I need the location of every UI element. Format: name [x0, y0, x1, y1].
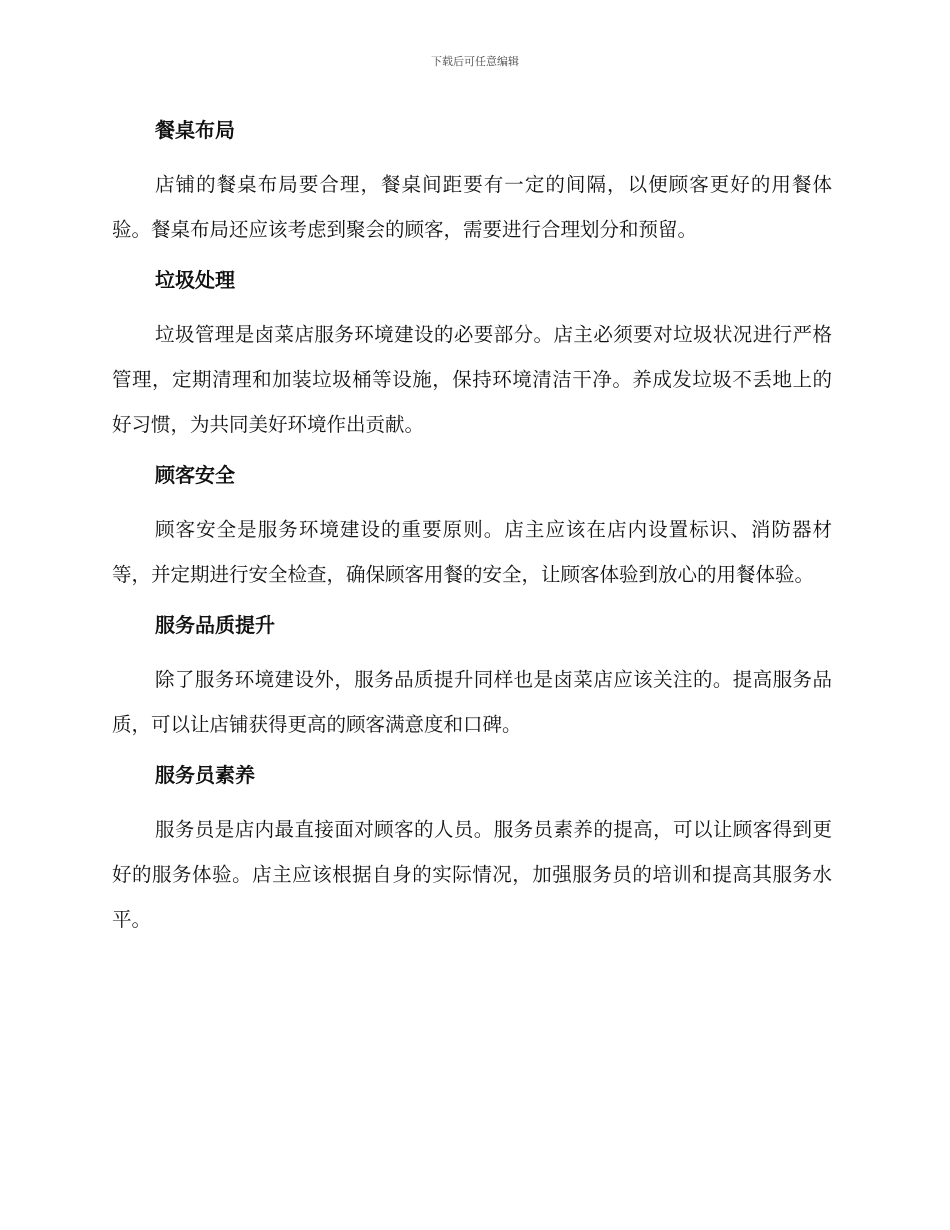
- document-content: [112, 110, 832, 942]
- section-paragraph: 服务员是店内最直接面对顾客的人员。服务员素养的提高，可以让顾客得到更好的服务体验。店主应该根据自身的实际情况，加强服务员的培训和提高其服务水平。: [112, 818, 832, 931]
- section-heading: 垃圾处理: [155, 268, 235, 292]
- section-heading: 顾客安全: [155, 463, 235, 487]
- section-paragraph: 店铺的餐桌布局要合理，餐桌间距要有一定的间隔，以便顾客更好的用餐体验。餐桌布局还应该考虑到聚会的顾客，需要进行合理划分和预留。: [112, 173, 832, 241]
- section-paragraph: 除了服务环境建设外，服务品质提升同样也是卤菜店应该关注的。提高服务品质，可以让店铺获得更高的顾客满意度和口碑。: [112, 668, 832, 736]
- section-customer-safety: [112, 455, 832, 605]
- section-staff-quality: [112, 755, 832, 942]
- section-heading: 服务员素养: [155, 763, 255, 787]
- section-garbage-handling: [112, 260, 832, 455]
- section-paragraph: 顾客安全是服务环境建设的重要原则。店主应该在店内设置标识、消防器材等，并定期进行安全检查，确保顾客用餐的安全，让顾客体验到放心的用餐体验。: [112, 518, 832, 586]
- page-header: 下载后可任意编辑: [431, 55, 519, 68]
- section-service-quality: [112, 605, 832, 755]
- section-heading: 服务品质提升: [155, 613, 275, 637]
- section-table-layout: [112, 110, 832, 260]
- section-heading: 餐桌布局: [155, 118, 235, 142]
- section-paragraph: 垃圾管理是卤菜店服务环境建设的必要部分。店主必须要对垃圾状况进行严格管理，定期清理和加装垃圾桶等设施，保持环境清洁干净。养成发垃圾不丢地上的好习惯，为共同美好环境作出贡献。: [112, 323, 832, 436]
